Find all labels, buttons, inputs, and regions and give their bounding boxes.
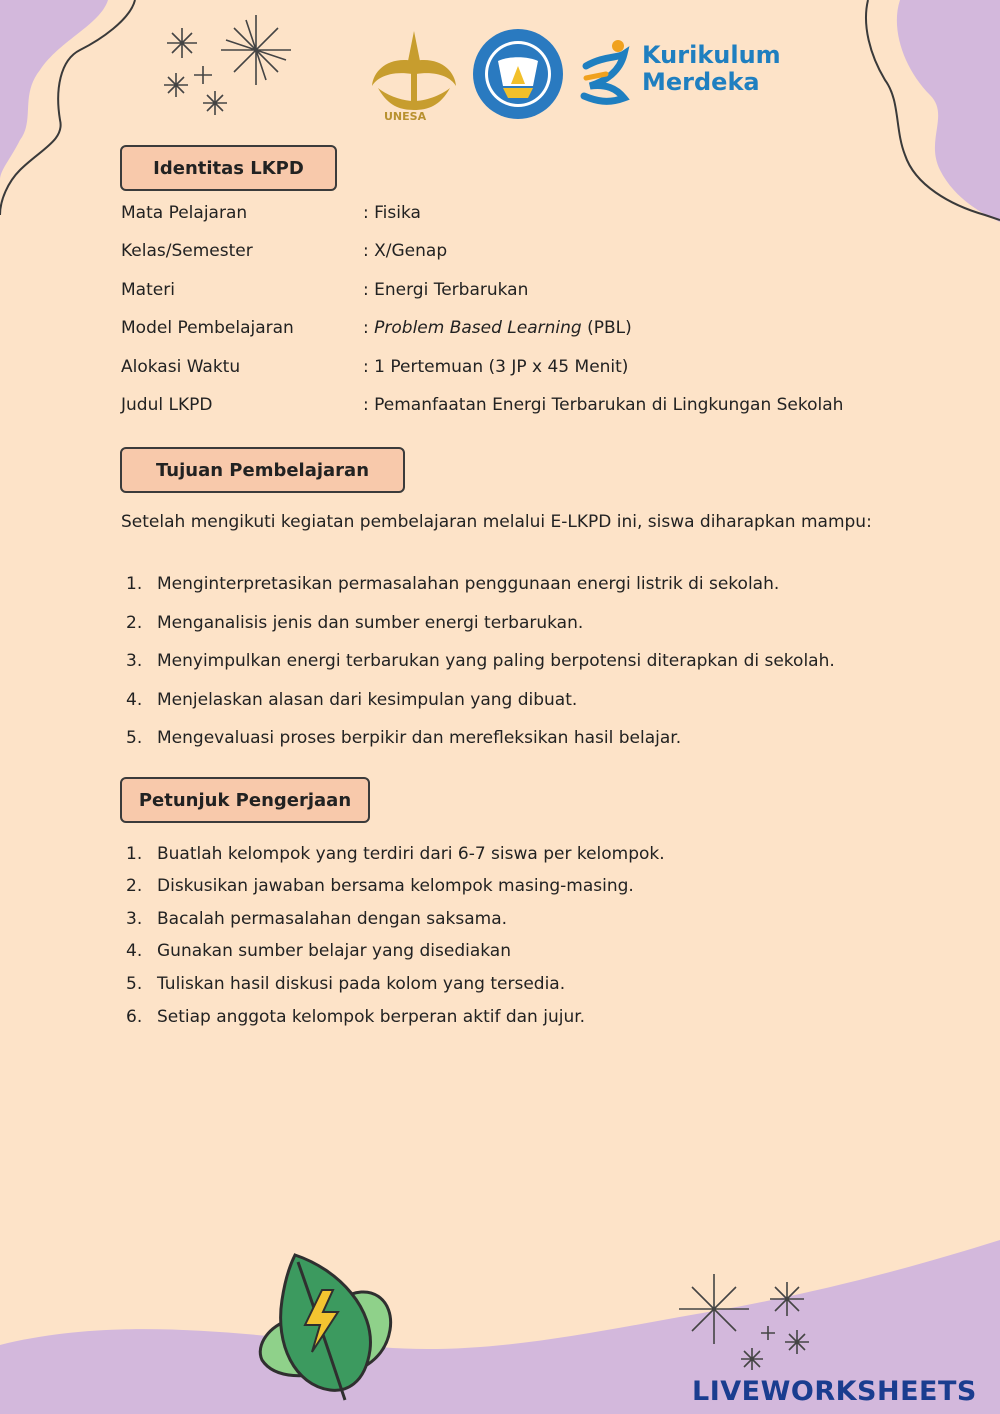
identity-value: : Problem Based Learning (PBL) xyxy=(363,318,632,338)
list-item: 4. Gunakan sumber belajar yang disediakan xyxy=(126,941,511,961)
list-item: 1. Menginterpretasikan permasalahan penggunaan energi listrik di sekolah. xyxy=(126,574,780,594)
identity-value: : X/Genap xyxy=(363,241,448,261)
identity-value: : Energi Terbarukan xyxy=(363,280,529,300)
identity-row xyxy=(121,203,421,223)
identity-value: : Fisika xyxy=(363,203,421,223)
tujuan-intro: Setelah mengikuti kegiatan pembelajaran melalui E-LKPD ini, siswa diharapkan mampu: xyxy=(121,512,872,532)
identity-row xyxy=(121,357,629,377)
top-right-blob xyxy=(897,0,1000,222)
list-item: 2. Diskusikan jawaban bersama kelompok masing-masing. xyxy=(126,876,634,896)
unesa-logo-icon xyxy=(372,31,456,110)
sparkles-top-icon xyxy=(164,15,291,115)
section-title-petunjuk: Petunjuk Pengerjaan xyxy=(120,777,370,823)
identity-row xyxy=(121,241,448,261)
identity-row xyxy=(121,280,529,300)
identity-label: Materi xyxy=(121,280,175,300)
list-item: 3. Bacalah permasalahan dengan saksama. xyxy=(126,909,508,929)
list-item: 2. Menganalisis jenis dan sumber energi terbarukan. xyxy=(126,613,584,633)
list-item: 5. Tuliskan hasil diskusi pada kolom yang tersedia. xyxy=(126,974,566,994)
unesa-label: UNESA xyxy=(384,110,427,123)
identity-label: Mata Pelajaran xyxy=(121,203,248,223)
kurikulum-line1: Kurikulum xyxy=(642,41,781,69)
identity-row xyxy=(121,395,844,415)
top-left-blob xyxy=(0,0,108,180)
section-title-tujuan: Tujuan Pembelajaran xyxy=(120,447,405,493)
identity-value: : 1 Pertemuan (3 JP x 45 Menit) xyxy=(363,357,629,377)
identity-label: Judul LKPD xyxy=(121,395,213,415)
kurikulum-merdeka-logo-icon xyxy=(584,40,624,101)
identity-row xyxy=(121,318,632,338)
tut-wuri-handayani-logo-icon xyxy=(473,29,563,119)
kurikulum-line2: Merdeka xyxy=(642,68,760,96)
list-item: 5. Mengevaluasi proses berpikir dan merefleksikan hasil belajar. xyxy=(126,728,682,748)
liveworksheets-watermark[interactable]: LIVEWORKSHEETS xyxy=(692,1376,977,1407)
section-title-identitas: Identitas LKPD xyxy=(120,145,337,191)
identity-label: Kelas/Semester xyxy=(121,241,253,261)
list-item: 6. Setiap anggota kelompok berperan aktif dan jujur. xyxy=(126,1007,586,1027)
identity-value: : Pemanfaatan Energi Terbarukan di Lingkungan Sekolah xyxy=(363,395,844,415)
identity-label: Model Pembelajaran xyxy=(121,318,294,338)
kurikulum-merdeka-text xyxy=(642,42,781,96)
list-item: 1. Buatlah kelompok yang terdiri dari 6-7 siswa per kelompok. xyxy=(126,844,665,864)
list-item: 4. Menjelaskan alasan dari kesimpulan yang dibuat. xyxy=(126,690,578,710)
identity-label: Alokasi Waktu xyxy=(121,357,241,377)
list-item: 3. Menyimpulkan energi terbarukan yang paling berpotensi diterapkan di sekolah. xyxy=(126,651,835,671)
